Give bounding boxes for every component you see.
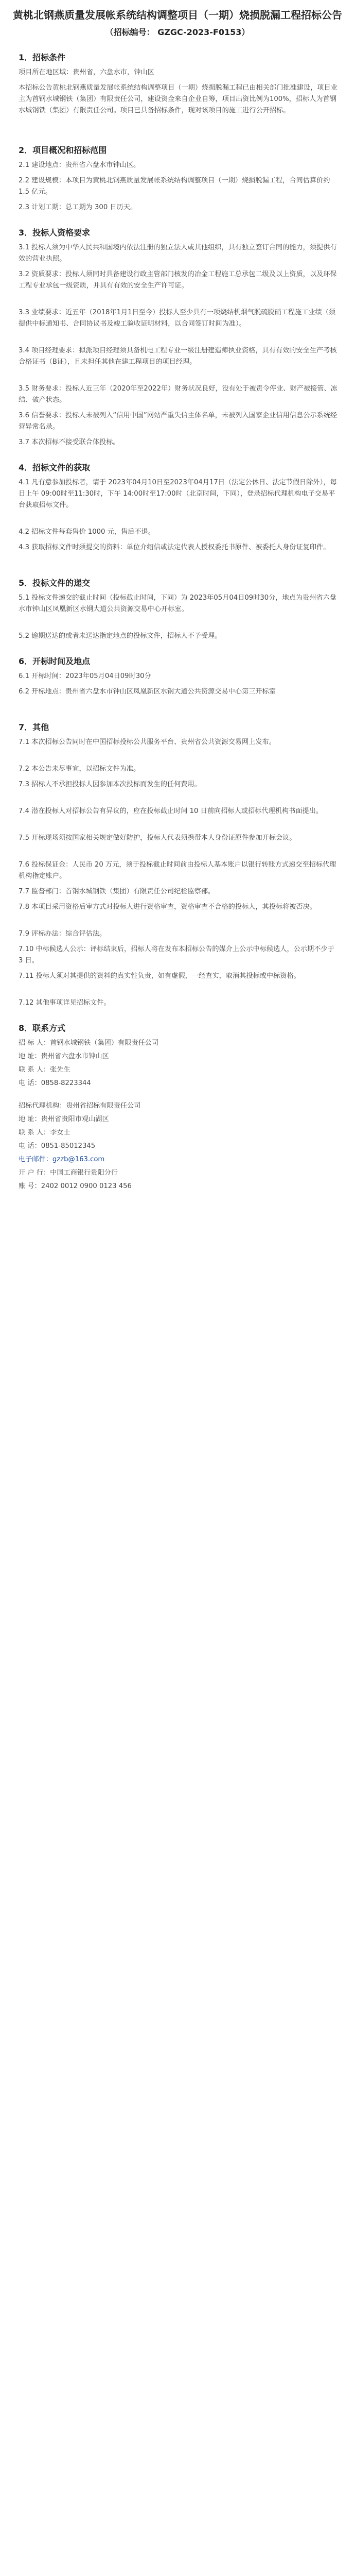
section-heading: 1．招标条件 — [19, 53, 66, 62]
contact-line: 招标代理机构：贵州省招标有限责任公司 — [19, 1102, 141, 1110]
paragraph: 5.2 逾期送达的或者未送达指定地点的投标文件，招标人不予受理。 — [19, 632, 222, 640]
paragraph: 3.3 业绩要求：近五年（2018年1月1日至今）投标人至少具有一项烧结机烟气脱硫脱硝工程施工业绩（须提供中标通知书、合同协议书及竣工验收证明材料，以合同签订时间为准）。 — [19, 309, 336, 328]
paragraph: 7.11 投标人须对其提供的资料的真实性负责，如有虚假，一经查实，取消其投标或中标资格。 — [19, 972, 300, 980]
paragraph: 本招标公告黄桃北钢燕质量发展帐系统结构调整项目（一期）烧损脱漏工程已由相关部门批准建设，项目业主为首钢水城钢铁（集团）有限责任公司，建设资金来自企业自筹，项目出资比例为100%，招标人为首钢水城钢铁（集团）有限责任公司。项目已具备招标条件，现对该项目的施工进行公开招标。 — [19, 84, 338, 114]
section-heading: 7．其他 — [19, 722, 49, 732]
paragraph: 6.2 开标地点：贵州省六盘水市钟山区凤凰新区水钢大道公共资源交易中心第三开标室 — [19, 688, 276, 696]
paragraph: 5.1 投标文件递交的截止时间（投标截止时间，下同）为 2023年05月04日09时30分，地点为贵州省六盘水市钟山区凤凰新区水钢大道公共资源交易中心开标室。 — [19, 594, 336, 613]
contact-line: 电 话：0851-85012345 — [19, 1142, 96, 1150]
paragraph: 2.2 建设规模：本项目为黄桃北钢燕质量发展帐系统结构调整项目（一期）烧损脱漏工程，合同估算价约 1.5 亿元。 — [19, 177, 330, 196]
contact-line: 联 系 人：李女士 — [19, 1129, 70, 1137]
section-heading: 8．联系方式 — [19, 1023, 66, 1033]
paragraph: 7.4 潜在投标人对招标公告有异议的，应在投标截止时间 10 日前向招标人或招标代理机构书面提出。 — [19, 807, 323, 815]
contact-line: 联 系 人：张先生 — [19, 1066, 70, 1074]
contact-line: 开 户 行：中国工商银行贵阳分行 — [19, 1169, 118, 1177]
contact-line: 招 标 人：首钢水城钢铁（集团）有限责任公司 — [19, 1039, 159, 1047]
paragraph: 7.3 招标人不承担投标人因参加本次投标而发生的任何费用。 — [19, 781, 201, 788]
paragraph: 2.3 计划工期：总工期为 300 日历天。 — [19, 204, 137, 211]
paragraph: 7.12 其他事项详见招标文件。 — [19, 999, 111, 1007]
contact-line: 地 址：贵州省贵阳市观山湖区 — [19, 1115, 109, 1123]
paragraph: 7.6 投标保证金：人民币 20 万元，须于投标截止时间前由投标人基本账户以银行转账方式递交至招标代理机构指定账户。 — [19, 861, 336, 880]
paragraph: 3.7 本次招标不接受联合体投标。 — [19, 438, 120, 446]
paragraph: 2.1 建设地点：贵州省六盘水市钟山区。 — [19, 161, 140, 169]
contact-line: 电 话：0858-8223344 — [19, 1079, 91, 1087]
section-heading: 2．项目概况和招标范围 — [19, 145, 107, 155]
contact-email-link[interactable]: 电子邮件：gzzb@163.com — [19, 1156, 105, 1163]
paragraph: 项目所在地区域：贵州省，六盘水市，钟山区 — [19, 69, 154, 76]
paragraph: 3.6 信誉要求：投标人未被列入“信用中国”网站严重失信主体名单，未被列入国家企业信用信息公示系统经营异常名录。 — [19, 412, 338, 431]
section-heading: 3．投标人资格要求 — [19, 228, 91, 238]
paragraph: 7.1 本次招标公告同时在中国招标投标公共服务平台、贵州省公共资源交易网上发布。 — [19, 738, 276, 746]
paragraph: 6.1 开标时间：2023年05月04日09时30分 — [19, 672, 151, 680]
paragraph: 7.9 评标办法：综合评估法。 — [19, 930, 106, 938]
paragraph: 7.8 本项目采用资格后审方式对投标人进行资格审查，资格审查不合格的投标人，其投标将被否决。 — [19, 903, 317, 911]
contact-line: 地 址：贵州省六盘水市钟山区 — [19, 1053, 109, 1060]
paragraph: 4.3 获取招标文件时须提交的资料：单位介绍信或法定代表人授权委托书原件、被委托人身份证复印件。 — [19, 544, 330, 551]
paragraph: 7.7 监督部门：首钢水城钢铁（集团）有限责任公司纪检监察部。 — [19, 888, 215, 895]
paragraph: 3.2 资质要求：投标人须同时具备建设行政主管部门核发的冶金工程施工总承包二级及以上资质，以及环保工程专业承包一级资质，并具有有效的安全生产许可证。 — [19, 270, 337, 290]
paragraph: 4.1 凡有意参加投标者，请于 2023年04月10日至2023年04月17日（法定公休日、法定节假日除外），每日上午 09:00时至11:30时，下午 14:00时至17:00时（北京时间，下同），登录招标代理机构电子交易平台获取招标文件。 — [19, 479, 337, 509]
section-heading: 6．开标时间及地点 — [19, 656, 91, 666]
tender-number: （招标编号： GZGC-2023-F0153） — [105, 27, 250, 37]
paragraph: 3.5 财务要求：投标人近三年（2020年至2022年）财务状况良好，没有处于被责令停业、财产被接管、冻结、破产状态。 — [19, 385, 338, 404]
paragraph: 4.2 招标文件每套售价 1000 元，售后不退。 — [19, 528, 155, 536]
section-heading: 4．招标文件的获取 — [19, 463, 91, 472]
document-title: 黄桃北钢燕质量发展帐系统结构调整项目（一期）烧损脱漏工程招标公告 — [13, 9, 342, 21]
paragraph: 3.1 投标人须为中华人民共和国境内依法注册的独立法人或其他组织，具有独立签订合同的能力，须提供有效的营业执照。 — [19, 244, 337, 263]
paragraph: 7.2 本公告未尽事宜，以招标文件为准。 — [19, 765, 140, 773]
paragraph: 7.10 中标候选人公示：评标结束后，招标人将在发布本招标公告的媒介上公示中标候选人，公示期不少于 3 日。 — [19, 945, 334, 964]
section-heading: 5．投标文件的递交 — [19, 578, 91, 588]
paragraph: 3.4 项目经理要求：拟派项目经理须具备机电工程专业一级注册建造师执业资格，具有有效的安全生产考核合格证书（B证），且未担任其他在建工程项目的项目经理。 — [19, 347, 337, 366]
paragraph: 7.5 开标现场须按国家相关规定做好防护，投标人代表须携带本人身份证原件参加开标会议。 — [19, 834, 296, 842]
contact-line: 账 号：2402 0012 0900 0123 456 — [19, 1182, 132, 1190]
